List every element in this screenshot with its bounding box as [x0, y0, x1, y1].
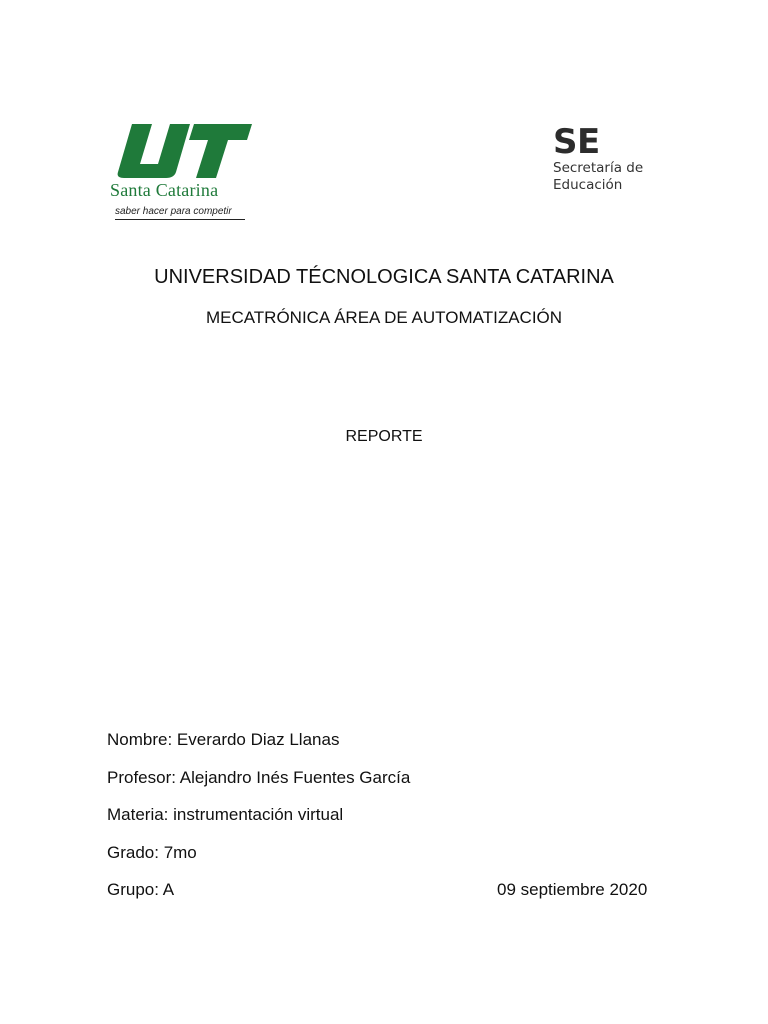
document-type-label: REPORTE: [345, 428, 423, 445]
report-date: 09 septiembre 2020: [497, 880, 648, 899]
ut-santa-catarina-logo: [110, 120, 260, 225]
se-logo-mark: SE: [553, 122, 600, 162]
se-logo-line2: Educación: [553, 177, 623, 193]
ut-logo-slogan: saber hacer para competir: [115, 206, 245, 220]
professor-name: Profesor: Alejandro Inés Fuentes García: [107, 768, 411, 787]
group-label: Grupo: A: [107, 880, 175, 899]
grade-level: Grado: 7mo: [107, 843, 197, 862]
se-logo-line1: Secretaría de: [553, 160, 644, 176]
ut-logo-mark-icon: [110, 120, 260, 180]
department-subtitle: MECATRÓNICA ÁREA DE AUTOMATIZACIÓN: [205, 308, 563, 327]
student-name: Nombre: Everardo Diaz Llanas: [107, 730, 340, 749]
subject-name: Materia: instrumentación virtual: [107, 805, 344, 824]
university-title: UNIVERSIDAD TÉCNOLOGICA SANTA CATARINA: [154, 266, 614, 288]
ut-logo-name: Santa Catarina: [110, 180, 219, 200]
se-secretaria-logo: [553, 124, 673, 204]
